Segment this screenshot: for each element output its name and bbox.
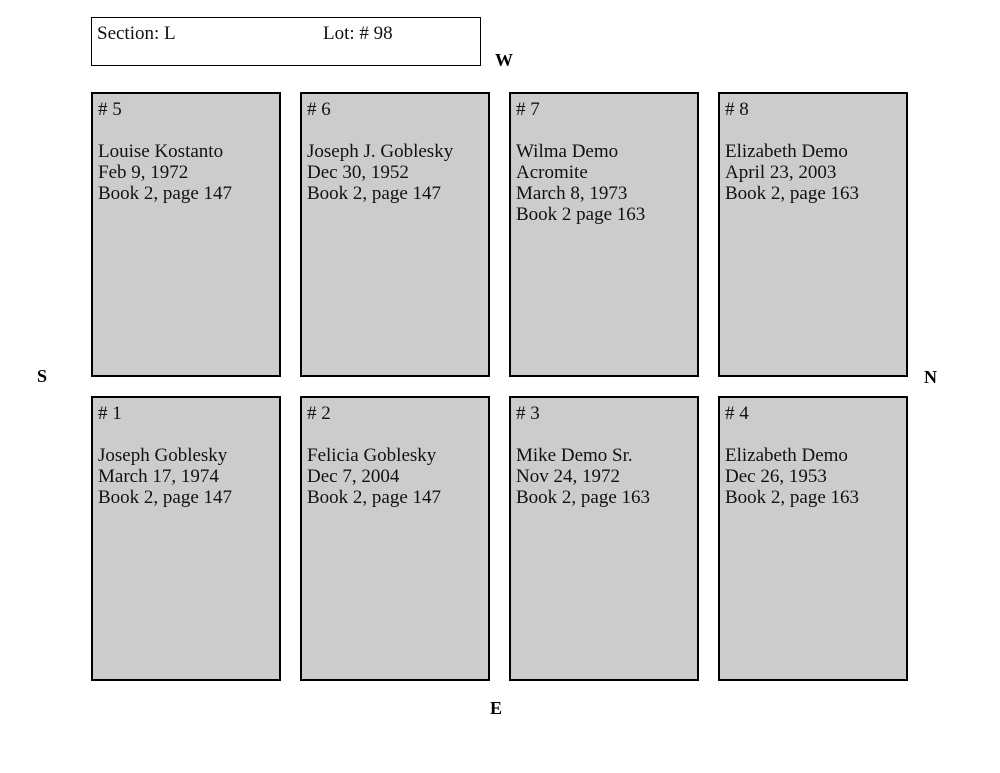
plot-number: # 8 bbox=[725, 99, 749, 120]
plot-date: March 17, 1974 bbox=[98, 466, 219, 487]
plot-2 bbox=[300, 396, 490, 681]
plot-number: # 4 bbox=[725, 403, 749, 424]
plot-number: # 5 bbox=[98, 99, 122, 120]
plot-name: Mike Demo Sr. bbox=[516, 445, 633, 466]
plot-name: Elizabeth Demo bbox=[725, 141, 848, 162]
plot-5 bbox=[91, 92, 281, 377]
plot-number: # 2 bbox=[307, 403, 331, 424]
plot-book-ref: Book 2, page 147 bbox=[98, 183, 233, 204]
plot-book-ref: Book 2 page 163 bbox=[516, 204, 646, 225]
plot-date: Dec 7, 2004 bbox=[307, 466, 400, 487]
plot-book-ref: Book 2, page 163 bbox=[516, 487, 651, 508]
plot-date: Nov 24, 1972 bbox=[516, 466, 620, 487]
plot-name: Wilma Demo bbox=[516, 141, 619, 162]
lot-header-box bbox=[91, 17, 481, 66]
plot-date: April 23, 2003 bbox=[725, 162, 837, 183]
compass-south-label: S bbox=[37, 366, 48, 386]
plot-6 bbox=[300, 92, 490, 377]
section-label: Section: L bbox=[97, 23, 176, 44]
compass-west-label: W bbox=[495, 50, 513, 70]
plot-1 bbox=[91, 396, 281, 681]
plot-number: # 7 bbox=[516, 99, 540, 120]
plot-date: Dec 26, 1953 bbox=[725, 466, 827, 487]
plot-date: March 8, 1973 bbox=[516, 183, 628, 204]
plot-book-ref: Book 2, page 163 bbox=[725, 487, 860, 508]
plot-name: Felicia Goblesky bbox=[307, 445, 437, 466]
plot-date: Feb 9, 1972 bbox=[98, 162, 189, 183]
compass-east-label: E bbox=[490, 698, 503, 718]
plot-name: Louise Kostanto bbox=[98, 141, 224, 162]
plot-book-ref: Book 2, page 163 bbox=[725, 183, 860, 204]
plot-name: Joseph J. Goblesky bbox=[307, 141, 454, 162]
plot-date: Dec 30, 1952 bbox=[307, 162, 409, 183]
plot-name: Elizabeth Demo bbox=[725, 445, 848, 466]
plot-number: # 3 bbox=[516, 403, 540, 424]
lot-number-label: Lot: # 98 bbox=[323, 23, 393, 44]
plot-8 bbox=[718, 92, 908, 377]
plot-book-ref: Book 2, page 147 bbox=[307, 487, 442, 508]
plot-name-continued: Acromite bbox=[516, 162, 588, 183]
plot-7 bbox=[509, 92, 699, 377]
plot-3 bbox=[509, 396, 699, 681]
plot-number: # 6 bbox=[307, 99, 331, 120]
plot-book-ref: Book 2, page 147 bbox=[307, 183, 442, 204]
compass-north-label: N bbox=[924, 367, 937, 387]
plot-name: Joseph Goblesky bbox=[98, 445, 228, 466]
plot-number: # 1 bbox=[98, 403, 122, 424]
plot-4 bbox=[718, 396, 908, 681]
plot-book-ref: Book 2, page 147 bbox=[98, 487, 233, 508]
